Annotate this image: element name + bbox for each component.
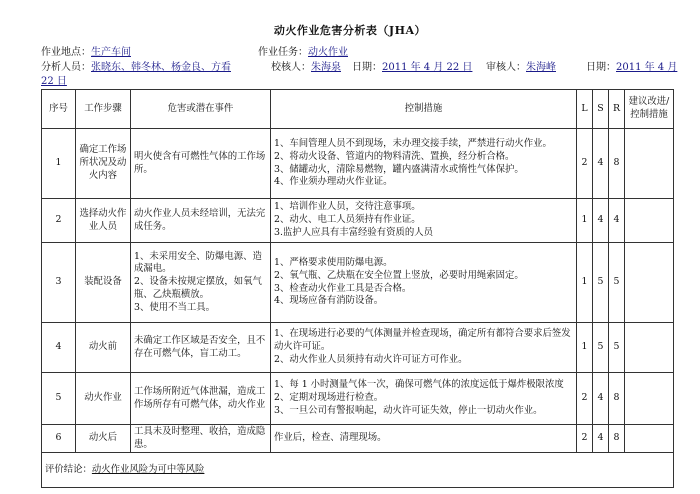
- row-suggest: [625, 323, 674, 373]
- row-step: 动火前: [76, 323, 131, 373]
- row-r: 5: [609, 323, 625, 373]
- row-r: 8: [609, 373, 625, 425]
- table-row: [42, 243, 674, 323]
- page-title: 动火作业危害分析表（JHA）: [273, 24, 427, 37]
- control-item: 1、在现场进行必要的气体测量并检查现场，确定所有都符合要求后签发动火许可证。: [274, 328, 571, 353]
- location-label: 作业地点：: [41, 47, 91, 58]
- date2-cont: 22 日: [41, 76, 67, 87]
- table-row: [42, 373, 674, 425]
- col-control: 控制措施: [271, 90, 577, 129]
- row-step: 动火后: [76, 425, 131, 453]
- row-no: 2: [42, 199, 76, 243]
- row-step: 装配设备: [76, 243, 131, 323]
- review-date: [586, 58, 677, 73]
- check-date: [352, 58, 472, 73]
- row-controls: [271, 199, 577, 243]
- jha-table: [41, 89, 674, 488]
- date1-value: 2011 年 4 月 22 日: [382, 62, 473, 73]
- row-step: 确定工作场所状况及动火内容: [76, 129, 131, 199]
- row-no: 5: [42, 373, 76, 425]
- analysts: [41, 58, 231, 73]
- control-item: 2、动火、电工人员须持有作业证。: [274, 214, 421, 226]
- checker: [271, 58, 341, 73]
- control-item: 2、将动火设备、管道内的物料清洗、置换，经分析合格。: [274, 150, 515, 162]
- location-value: 生产车间: [91, 47, 131, 58]
- col-hazard: 危害或潜在事件: [131, 90, 271, 129]
- control-item: 3、储罐动火，清除易燃物，罐内盛满清水或惰性气体保护。: [274, 163, 524, 175]
- conclusion-value: 动火作业风险为可中等风险: [91, 464, 205, 476]
- control-item: 2、定期对现场进行检查。: [274, 392, 384, 404]
- row-step: 动火作业: [76, 373, 131, 425]
- table-row: [42, 323, 674, 373]
- row-hazard: 工作场所附近气体泄漏，造成工作场所存有可燃气体，动火作业: [131, 373, 271, 425]
- reviewer: [486, 58, 556, 73]
- row-l: 2: [577, 373, 593, 425]
- col-step: 工作步骤: [76, 90, 131, 129]
- row-controls: [271, 323, 577, 373]
- row-controls: [271, 425, 577, 453]
- work-location: [41, 43, 131, 58]
- row-no: 1: [42, 129, 76, 199]
- control-item: 1、严格要求使用防爆电源。: [274, 257, 393, 269]
- row-suggest: [625, 373, 674, 425]
- row-suggest: [625, 199, 674, 243]
- date2-value: 2011 年 4 月: [616, 62, 678, 73]
- row-l: 1: [577, 243, 593, 323]
- col-suggest: 建议改进/控制措施: [625, 90, 674, 129]
- row-step: 选择动火作业人员: [76, 199, 131, 243]
- control-item: 作业后，检查、清理现场。: [274, 432, 387, 444]
- control-item: 1、每 1 小时测量气体一次，确保可燃气体的浓度远低于爆炸极限浓度: [274, 379, 564, 391]
- reviewer-value: 朱海峰: [526, 62, 556, 73]
- control-item: 4、现场应备有消防设备。: [274, 295, 384, 307]
- date1-label: 日期：: [352, 62, 382, 73]
- table-row: [42, 129, 674, 199]
- row-s: 4: [593, 129, 609, 199]
- row-controls: [271, 373, 577, 425]
- row-l: 2: [577, 129, 593, 199]
- row-s: 5: [593, 243, 609, 323]
- conclusion-row: [42, 453, 674, 488]
- row-suggest: [625, 425, 674, 453]
- checker-label: 校核人：: [271, 62, 311, 73]
- row-r: 8: [609, 425, 625, 453]
- analysts-value: 张晓东、韩冬林、杨金良、方看: [91, 62, 231, 73]
- row-controls: [271, 129, 577, 199]
- header-row: [42, 90, 674, 129]
- row-l: 1: [577, 323, 593, 373]
- control-item: 3、检查动火作业工具是否合格。: [274, 282, 412, 294]
- analysts-label: 分析人员：: [41, 62, 91, 73]
- conclusion-cell: [42, 453, 674, 488]
- row-r: 5: [609, 243, 625, 323]
- control-item: 1、培训作业人员，交待注意事项。: [274, 201, 421, 213]
- control-item: 4、作业须办理动火作业证。: [274, 176, 393, 188]
- task-label: 作业任务：: [258, 47, 308, 58]
- control-item: 3.监护人应具有丰富经验有资质的人员: [274, 226, 433, 238]
- col-no: 序号: [42, 90, 76, 129]
- row-s: 4: [593, 373, 609, 425]
- control-item: 2、氧气瓶、乙炔瓶在安全位置上竖放，必要时用绳索固定。: [274, 269, 524, 281]
- row-hazard: 未确定工作区域是否安全，且不存在可燃气体，盲工动工。: [131, 323, 271, 373]
- row-controls: [271, 243, 577, 323]
- row-l: 2: [577, 425, 593, 453]
- row-suggest: [625, 243, 674, 323]
- row-hazard: 动火作业人员未经培训，无法完成任务。: [131, 199, 271, 243]
- task-value: 动火作业: [308, 47, 348, 58]
- reviewer-label: 审核人：: [486, 62, 526, 73]
- control-item: 2、动火作业人员须持有动火许可证方可作业。: [274, 353, 468, 365]
- row-s: 4: [593, 425, 609, 453]
- row-hazard: 1、未采用安全、防爆电源、造成漏电。 2、设备未按规定摆放，如氧气瓶、乙炔瓶横放。 3、使用不当工具。: [131, 243, 271, 323]
- row-no: 4: [42, 323, 76, 373]
- col-l: L: [577, 90, 593, 129]
- row-no: 3: [42, 243, 76, 323]
- col-s: S: [593, 90, 609, 129]
- table-row: [42, 425, 674, 453]
- table-row: [42, 199, 674, 243]
- control-item: 1、车间管理人员不到现场，未办理交接手续，严禁进行动火作业。: [274, 138, 552, 150]
- conclusion-label: 评价结论：: [45, 464, 92, 476]
- review-date-cont: [41, 72, 67, 87]
- row-r: 8: [609, 129, 625, 199]
- row-s: 5: [593, 323, 609, 373]
- row-r: 4: [609, 199, 625, 243]
- date2-label: 日期：: [586, 62, 616, 73]
- work-task: [258, 43, 348, 58]
- row-hazard: 明火使含有可燃性气体的工作场所。: [131, 129, 271, 199]
- row-no: 6: [42, 425, 76, 453]
- row-hazard: 工具未及时整理、收拾，造成隐患。: [131, 425, 271, 453]
- checker-value: 朱海泉: [311, 62, 341, 73]
- row-s: 4: [593, 199, 609, 243]
- row-suggest: [625, 129, 674, 199]
- col-r: R: [609, 90, 625, 129]
- row-l: 1: [577, 199, 593, 243]
- control-item: 3、一旦公司有警报响起，动火许可证失效，停止一切动火作业。: [274, 404, 543, 416]
